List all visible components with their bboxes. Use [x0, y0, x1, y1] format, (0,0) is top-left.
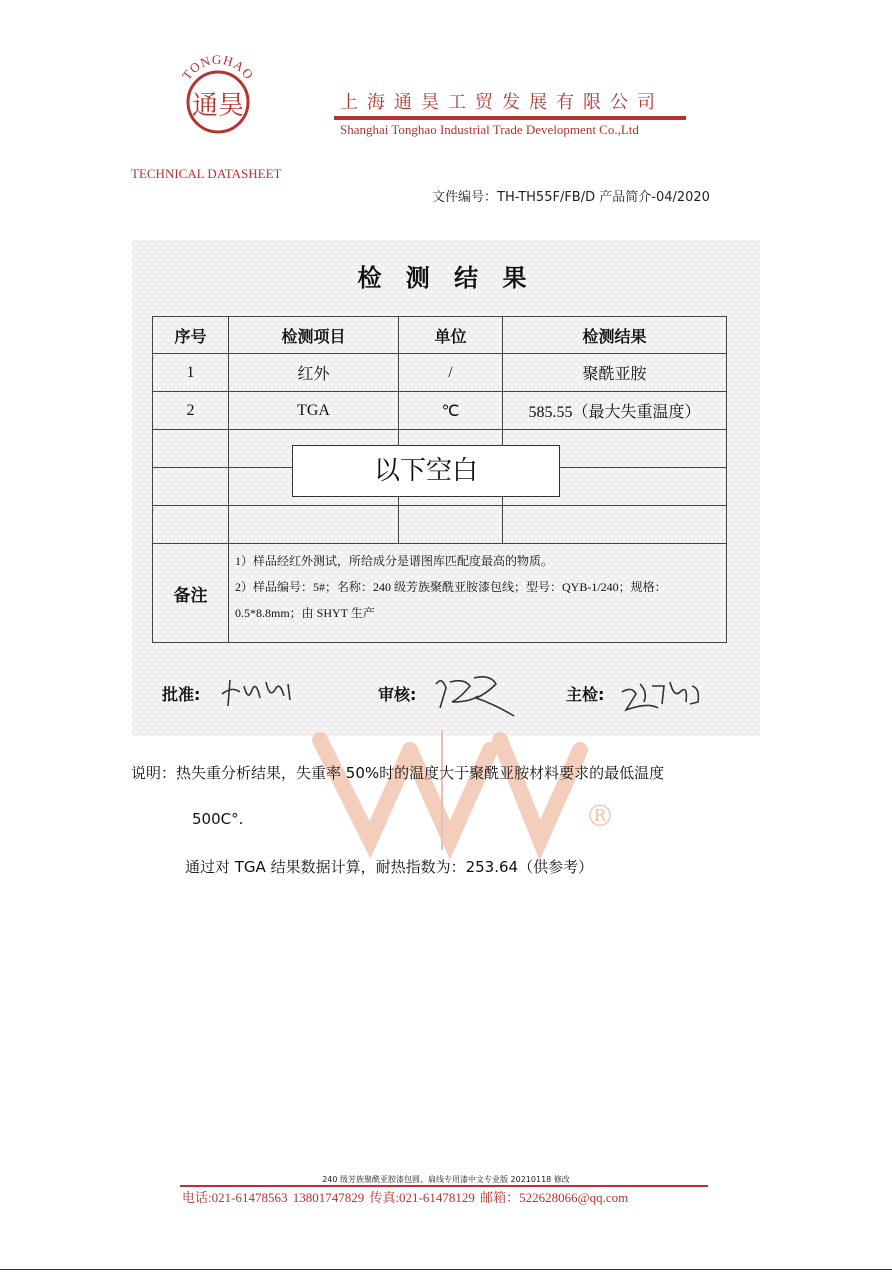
table-row — [153, 392, 727, 430]
remark-body — [229, 544, 727, 643]
remark-line: 1）样品经红外测试，所给成分是谱图库匹配度最高的物质。 — [235, 554, 554, 568]
blank-below-stamp: 以下空白 — [292, 445, 560, 497]
header-rule — [334, 116, 686, 120]
column-header: 单位 — [399, 317, 503, 354]
test-unit: / — [399, 354, 503, 392]
logo-text: TONGHAO — [178, 51, 258, 83]
company-logo — [172, 50, 264, 142]
column-header: 序号 — [153, 317, 229, 354]
row-number: 1 — [153, 354, 229, 392]
test-result: 585.55（最大失重温度） — [503, 392, 727, 430]
remark-label: 备注 — [153, 544, 229, 643]
column-header: 检测结果 — [503, 317, 727, 354]
logo-glyphs: 通昊 — [191, 91, 245, 121]
test-result-panel — [132, 240, 760, 736]
datasheet-label: TECHNICAL DATASHEET — [131, 166, 282, 181]
review-label: 审核: — [378, 685, 417, 704]
note-line: 通过对 TGA 结果数据计算，耐热指数为：253.64（供参考） — [185, 858, 594, 876]
page-bottom-rule — [0, 1269, 892, 1270]
company-name-cn: 上海通昊工贸发展有限公司 — [340, 92, 664, 113]
footer-contact: 电话:021-61478563 13801747829 传真:021-61478129 邮箱：522628066@qq.com — [182, 1190, 629, 1205]
note-line: 说明：热失重分析结果，失重率 50%时的温度大于聚酰亚胺材料要求的最低温度 — [131, 764, 665, 782]
approver-signature — [218, 672, 302, 712]
remark-row — [153, 544, 727, 643]
test-result: 聚酰亚胺 — [503, 354, 727, 392]
remark-line: 2）样品编号：5#；名称：240 级芳族聚酰亚胺漆包线；型号：QYB-1/240；规格：0.5*8.8mm；由 SHYT 生产 — [235, 580, 667, 620]
table-row-empty — [153, 506, 727, 544]
inspector-signature — [618, 672, 708, 720]
approve-label: 批准: — [162, 685, 201, 704]
row-number: 2 — [153, 392, 229, 430]
test-item: TGA — [229, 392, 399, 430]
note-line: 500C°. — [192, 810, 244, 828]
table-row — [153, 354, 727, 392]
reviewer-signature — [430, 668, 522, 722]
test-item: 红外 — [229, 354, 399, 392]
brand-watermark — [300, 730, 630, 870]
table-header-row — [153, 317, 727, 354]
footer-version: 240 级芳族聚酰亚胺漆包圆、扁线专用漆中文专业版 20210118 修改 — [322, 1175, 570, 1184]
document-number: 文件编号：TH-TH55F/FB/D 产品简介-04/2020 — [432, 190, 710, 205]
company-name-en: Shanghai Tonghao Industrial Trade Development Co.,Ltd — [340, 122, 639, 137]
panel-title: 检 测 结 果 — [357, 264, 535, 292]
registered-mark: ® — [585, 799, 615, 834]
column-header: 检测项目 — [229, 317, 399, 354]
test-unit: ℃ — [399, 392, 503, 430]
svg-text:TONGHAO — [179, 52, 257, 83]
inspect-label: 主检: — [566, 685, 605, 704]
